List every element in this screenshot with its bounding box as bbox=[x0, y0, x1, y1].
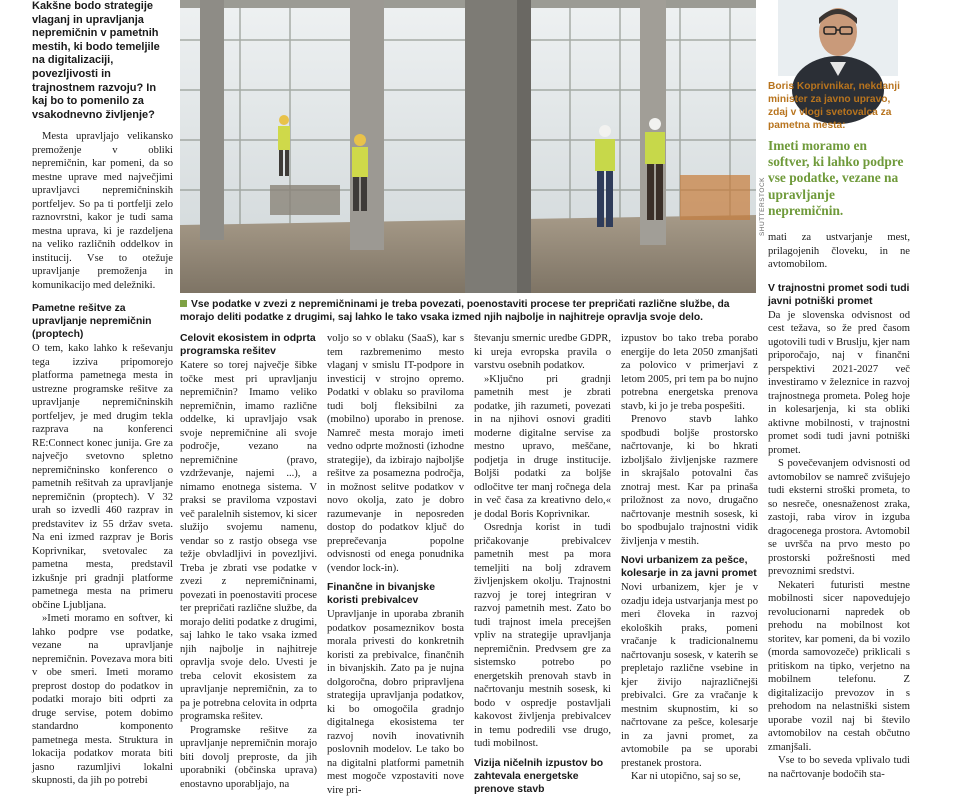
article-lead: Kakšne bodo strategije vlaganj in upravljanja nepremičnin v pametnih mestih, ki bodo temeljile na digitalizaciji, povezljivosti in trajnostnem razvoju? In kaj bo to pomenilo za vsakodnevno življenje? bbox=[32, 0, 160, 121]
paragraph: »Imeti moramo en softver, ki lahko podpre vse podatke, vezane na upravljanje nepremičnin. Povezava mora biti v obe smeri. Imeti moramo preprost dostop do podatkov in podatki morajo biti odprti za druge servise, potem dobimo standardno komponento pametnega mesta. Struktura in lokacija podatkov morata biti jasno razumljivi lokalni skupnosti, da jih po potrebi bbox=[32, 613, 173, 787]
quote-text: Imeti moramo en softver, ki lahko podpre vse podatke, vezane na upravljanje nepremičnin. bbox=[768, 138, 904, 218]
subheading: V trajnostni promet sodi tudi javni potniški promet bbox=[768, 282, 910, 307]
photo-illustration bbox=[180, 0, 756, 293]
quote-attribution: Boris Koprivnikar, nekdanji minister za javno upravo, zdaj v vlogi svetovalca za pametna mesta: bbox=[768, 81, 900, 131]
photo-caption bbox=[180, 298, 760, 325]
paragraph: Prenovo stavb lahko spodbudi boljše prostorsko načrtovanje, ki bo hkrati izboljšalo življenjske razmere in skrajšalo potovalni čas znotraj mest. Kar pa prinaša priložnost za novo, drugačno načrtovanje mestnih sosesk, ki bo spodbujalo trajnostni vidik življenja v mestih. bbox=[621, 414, 758, 547]
subheading: Novi urbanizem za pešce, kolesarje in za javni promet bbox=[621, 555, 757, 579]
article-column-3 bbox=[327, 332, 464, 797]
subheading: Finančne in bivanjske koristi prebivalcev bbox=[327, 582, 435, 606]
paragraph: Katere so torej največje šibke točke mest pri upravljanju nepremičnin? Imamo veliko nepremičnin, imamo različne oddelke, ki upravljajo vsak svoje nepremičnine ali svoje področje, vezano na nepremičnine (pravo, vzdrževanje, najemi ...), a nimamo enotnega sistema. V praksi se praviloma vzpostavi več paralelnih sistemov, ki sicer služijo svojemu namenu, vendar so z rastjo obsega vse težje obvladljivi in povezljivi. Treba je zbrati vse podatke v zvezi z nepremičninami, povezati in poenostaviti procese ter prepričati različne službe, da morajo deliti podatke z drugimi, saj lahko le tako vsaka izmed njih najbolje in najhitreje opravlja svoje delo. Uvesti je treba celovit ekosistem za upravljanje nepremičnin, za to pa je potrebna celovita in odprta programska rešitev. bbox=[180, 360, 317, 722]
subheading: Pametne rešitve za upravljanje nepremičnin (proptech) bbox=[32, 303, 152, 341]
construction-site-photo bbox=[180, 0, 756, 293]
article-column-6 bbox=[768, 231, 910, 781]
paragraph: Programske rešitve za upravljanje nepremičnin morajo biti dovolj preproste, da jih uporabniki (občinska uprava) enostavno uporabljajo, na bbox=[180, 724, 317, 790]
paragraph: voljo so v oblaku (SaaS), kar s tem razbremenimo mesto vlaganj v smislu IT-podpore in investicij v strojno opremo. Podatki v oblaku so praviloma tudi bolj fleksibilni za (mobilno) uporabo in prenose. Namreč mesta morajo imeti vedno odprte možnosti (izhodne strategije), da izbirajo najboljše rešitve za posamezna področja, in možnost selitve podatkov v novo okolja, zato je dobro razumevanje in neposreden dostop do podatkov ključ do preprečevanja popolne odvisnosti od enega ponudnika (vendor lock-in). bbox=[327, 333, 464, 574]
portrait-photo bbox=[778, 0, 898, 76]
paragraph: Mesta upravljajo velikansko premoženje v obliki nepremičnin, kar pomeni, da so mestne uprave med največjimi upravljavci nepremičninskih portfeljev. So pa ti portfelji zelo raznovrstni, kakor je tudi sama mestna uprava, ki je razdeljena na veliko različnih oddelkov in institucij. Vse to otežuje upravljanje premoženja in komunikacijo med deležniki. bbox=[32, 131, 173, 291]
pull-quote bbox=[768, 80, 910, 219]
paragraph: Upravljanje in uporaba zbranih podatkov posameznikov bosta morala privesti do konkretnih koristi za prebivalce, finančnih in bivanjskih. Zato pa je nujna dolgoročna, dobro pripravljena strategija upravljanja podatkov, ki bo omogočila gradnjo digitalnega ekosistema ter razvoj novih inovativnih poslovnih modelov. Le tako bo na digitalni platformi pametnih mest mogoče vzpostaviti nove vire pri- bbox=[327, 609, 464, 796]
paragraph: Novi urbanizem, kjer je v ozadju ideja ustvarjanja mest po meri človeka in razvoj ekoloških praks, pomeni vračanje k tradicionalnemu načrtovanju sosesk, v katerih se prepletajo različne vsebine in kjer živijo najrazličnejši prebivalci. Gre za vračanje k mestnim skupnostim, ki so načrtovane za pešce, kolesarje in za javni promet, za avtomobile pa se uporabi prestanek prostora. bbox=[621, 582, 758, 769]
paragraph: »Ključno pri gradnji pametnih mest je zbrati podatke, jih razumeti, povezati in na njihovi osnovi graditi moderne digitalne servise za mestno upravo, meščane, podjetja in druge institucije. Boljši podatki za boljše odločitve ter manj ročnega dela in več časa za kreativno delo,« je dodal Boris Koprivnikar. bbox=[474, 373, 611, 520]
caption-bullet-icon bbox=[180, 300, 187, 307]
article-column-5 bbox=[621, 332, 758, 784]
paragraph: S povečevanjem odvisnosti od avtomobilov se namreč zvišujejo tudi eksterni stroški prometa, to so nesreče, onesnaženost zraka, zastoji, raba virov in izguba dragocenega prostora. Avtomobil se uvršča na prvo mesto po prostorski požrešnosti med prevoznimi sredstvi. bbox=[768, 458, 910, 577]
paragraph: Nekateri futuristi mestne mobilnosti sicer napovedujejo revolucionarni napredek ob prehodu na mobilnost kot storitev, kar pomeni, da bi vozilo (morda samovozeče) priklicali s pritiskom na tipko, verjetno na mobilnem telefonu. Z digitalizacijo prevozov in s prehodom na nelastniški sistem uporabe vozil naj bi število avtomobilov na cestah občutno zmanjšali. bbox=[768, 579, 910, 753]
subheading: Vizija ničelnih izpustov bo zahtevala energetske prenove stavb bbox=[474, 757, 604, 795]
subheading: Celovit ekosistem in odprta programska rešitev bbox=[180, 333, 316, 357]
article-column-1 bbox=[32, 0, 173, 788]
article-column-4 bbox=[474, 332, 611, 797]
paragraph: števanju smernic uredbe GDPR, ki ureja evropska pravila o varstvu osebnih podatkov. bbox=[474, 333, 611, 371]
paragraph: Osrednja korist in tudi pričakovanje prebivalcev pametnih mest pa mora temeljiti na bolj zdravem življenjskem okolju. Trajnostni razvoj je torej integriran v razvoj pametnih mest. Zato bo tudi trajnost imela precejšen vpliv na strategije upravljanja nepremičnin. Predvsem gre za sistemsko potrebo po energetskih prenovah stavb in načrtovanju mestnih sosesk, ki bodo v ospredje postavljali kakovost življenja prebivalcev in temu podredili vse drugo, tudi mobilnost. bbox=[474, 522, 611, 749]
photo-credit: SHUTTERSTOCK bbox=[759, 177, 766, 236]
article-column-2 bbox=[180, 332, 317, 791]
paragraph: Kar ni utopično, saj so se, bbox=[631, 771, 741, 782]
paragraph: Vse to bo seveda vplivalo tudi na načrtovanje bodočih sta- bbox=[768, 755, 910, 780]
portrait-illustration bbox=[778, 0, 898, 76]
paragraph: mati za ustvarjanje mest, prilagojenih človeku, in ne avtomobilom. bbox=[768, 232, 910, 270]
photo-caption-text: Vse podatke v zvezi z nepremičninami je treba povezati, poenostaviti procese ter prepričati različne službe, da morajo deliti podatke z drugimi, saj lahko le tako vsaka izmed njih najbolje in najhitreje opravlja svoje delo. bbox=[180, 299, 730, 324]
paragraph: O tem, kako lahko k reševanju tega izziva pripomorejo platforma pametnega mesta in ustrezne programske rešitve za upravljanje nepremičninskih portfeljev, je med drugim tekla razprava na konferenci RE:Connect konec junija. Gre za največjo svetovno spletno nepremičninsko konferenco o pametnih rešitvah za upravljanje nepremičnin (proptech). V 32 urah so izvedli 460 razprav in predstavitev iz 55 držav sveta. Na eni izmed razprav je Boris Koprivnikar, svetovalec za pametna mesta, predstavil izkušnje pri gradnji platforme pametnega mesta na primeru občine Ljubljana. bbox=[32, 343, 173, 611]
paragraph: izpustov bo tako treba porabo energije do leta 2050 zmanjšati za polovico v primerjavi z letom 2005, pri tem pa bo nujno potrebna energetska prenova stavb, ki jo je treba pospešiti. bbox=[621, 333, 758, 412]
paragraph: Da je slovenska odvisnost od cest težava, so že pred časom ugotovili tudi v Bruslju, kjer nam priporočajo, naj v finančni perspektivi 2021-2027 več investiramo v železnice in razvoj trajnostnega prometa. Poleg hoje in kolesarjenja, ki sta obliki aktivne mobilnosti, v trajnostni promet sodi tudi javni potniški promet. bbox=[768, 309, 910, 456]
